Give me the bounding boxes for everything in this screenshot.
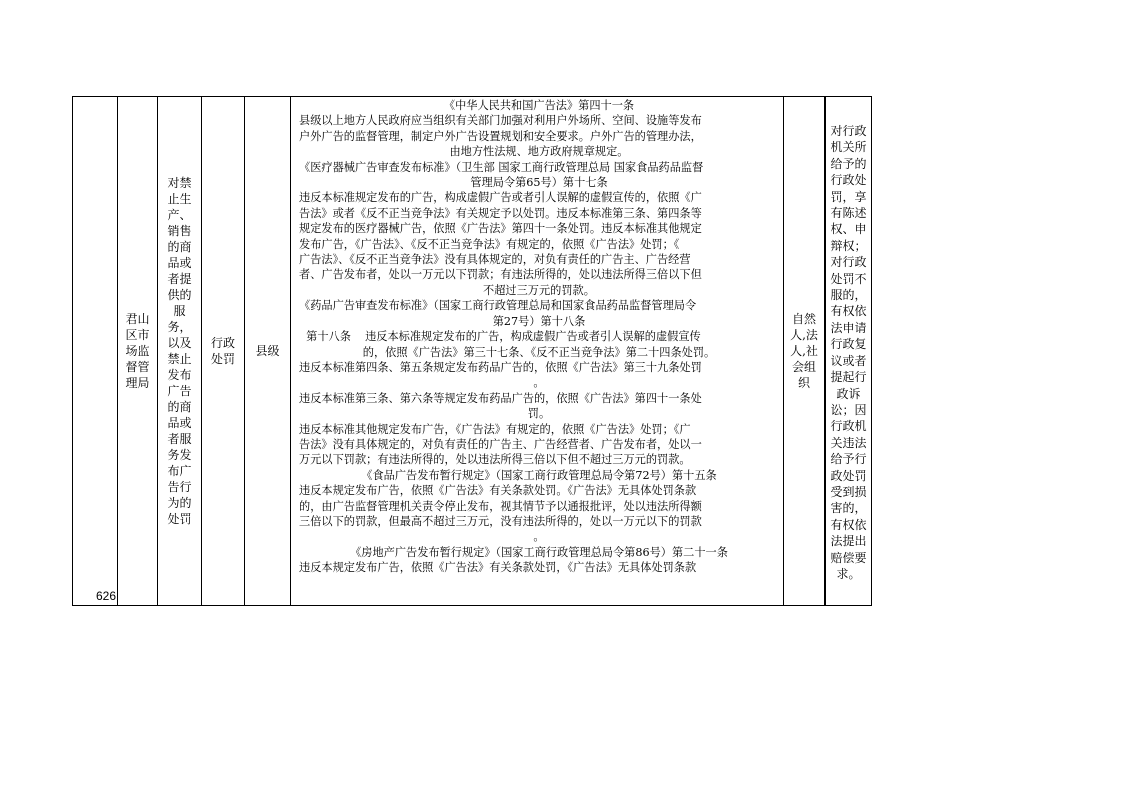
basis-line: 的，由广告监督管理机关责令停止发布，视其情节予以通报批评，处以违法所得额 [299,499,702,513]
basis-line: 发布广告，《广告法》、《反不正当竞争法》有规定的，依照《广告法》处罚；《 [299,237,680,251]
table-row [73,97,872,606]
basis-line: 。 [533,376,545,390]
rights-cell [826,97,872,606]
basis-line: 者、广告发布者，处以一万元以下罚款；有违法所得的，处以违法所得三倍以下但 [299,268,702,282]
basis-line: 的，依照《广告法》第三十七条、《反不正当竞争法》第二十四条处罚。 [362,345,716,359]
basis-line: 县级以上地方人民政府应当组织有关部门加强对利用户外场所、空间、设施等发布 [299,114,702,128]
basis-line: 由地方性法规、地方政府规章规定。 [449,145,629,159]
basis-line: 《药品广告审查发布标准》（国家工商行政管理总局和国家食品药品监督管理局令 [299,299,697,313]
basis-line: 《医疗器械广告审查发布标准》（卫生部 国家工商行政管理总局 国家食品药品监督 [299,160,704,174]
rights-text: 对行政机关所给予的行政处罚，享有陈述权、申辩权；对行政处罚不服的，有权依法申请行政复议或者提起行政诉讼；因行政机关违法给予行政处罚受到损害的，有权依法提出赔偿要求。 [830,124,867,581]
basis-line: 违反本标准第三条、第六条等规定发布药品广告的，依照《广告法》第四十一条处 [299,391,702,405]
basis-line: 罚。 [527,407,551,421]
penalty-type: 行政处罚 [210,336,235,366]
item-name: 对禁止生产、销售的商品或者提供的服务，以及禁止发布广告的商品或者服务发布广告行为的处罚 [167,176,192,526]
level-cell [245,97,291,606]
basis-line: 《中华人民共和国广告法》第四十一条 [443,99,635,112]
basis-line: 。 [533,530,545,544]
basis-line: 第27号）第十八条 [492,314,586,328]
basis-line: 告法》没有具体规定的，对负有责任的广告主、广告经营者、广告发布者，处以一 [299,437,702,451]
basis-line: 违反本标准规定发布的广告，构成虚假广告或者引人误解的虚假宣传的，依照《广 [299,191,702,205]
basis-line: 管理局令第65号）第十七条 [470,176,608,190]
basis-line: 三倍以下的罚款，但最高不超过三万元，没有违法所得的，处以一万元以下的罚款 [299,514,702,528]
row-number: 626 [95,589,116,603]
basis-line: 户外广告的监督管理，制定户外广告设置规划和安全要求。户外广告的管理办法， [299,129,702,143]
org-cell [118,97,158,606]
penalty-table [72,96,872,606]
subject-cell [784,97,825,606]
basis-line: 违反本标准其他规定发布广告，《广告法》有规定的，依照《广告法》处罚；《广 [299,422,691,436]
basis-line: 广告法》、《反不正当竞争法》没有具体规定的，对负有责任的广告主、广告经营 [299,253,691,267]
basis-line: 第十八条 违反本标准规定发布的广告，构成虚假广告或者引人误解的虚假宣传 [299,330,701,344]
basis-line: 不超过三万元的罚款。 [483,283,595,297]
legal-basis-text [291,97,783,576]
admin-level: 县级 [255,344,280,358]
subject: 自然人,法人,社会组织 [790,312,818,390]
legal-basis-cell [291,97,784,606]
basis-line: 《房地产广告发布暂行规定》（国家工商行政管理总局令第86号）第二十一条 [350,545,728,559]
basis-line: 违反本规定发布广告，依照《广告法》有关条款处罚，《广告法》无具体处罚条款 [299,561,697,575]
row-number-cell [73,97,118,606]
org-name: 君山区市场监督管理局 [125,312,150,390]
basis-line: 万元以下罚款；有违法所得的，处以违法所得三倍以下但不超过三万元的罚款。 [299,453,691,467]
basis-line: 《食品广告发布暂行规定》（国家工商行政管理总局令第72号）第十五条 [361,468,717,482]
item-cell [158,97,202,606]
type-cell [202,97,245,606]
basis-line: 违反本规定发布广告，依照《广告法》有关条款处罚。《广告法》无具体处罚条款 [299,484,697,498]
basis-line: 规定发布的医疗器械广告，依照《广告法》第四十一条处罚。违反本标准其他规定 [299,222,702,236]
basis-line: 违反本标准第四条、第五条规定发布药品广告的，依照《广告法》第三十九条处罚 [299,360,702,374]
basis-line: 告法》或者《反不正当竞争法》有关规定予以处罚。违反本标准第三条、第四条等 [299,206,702,220]
